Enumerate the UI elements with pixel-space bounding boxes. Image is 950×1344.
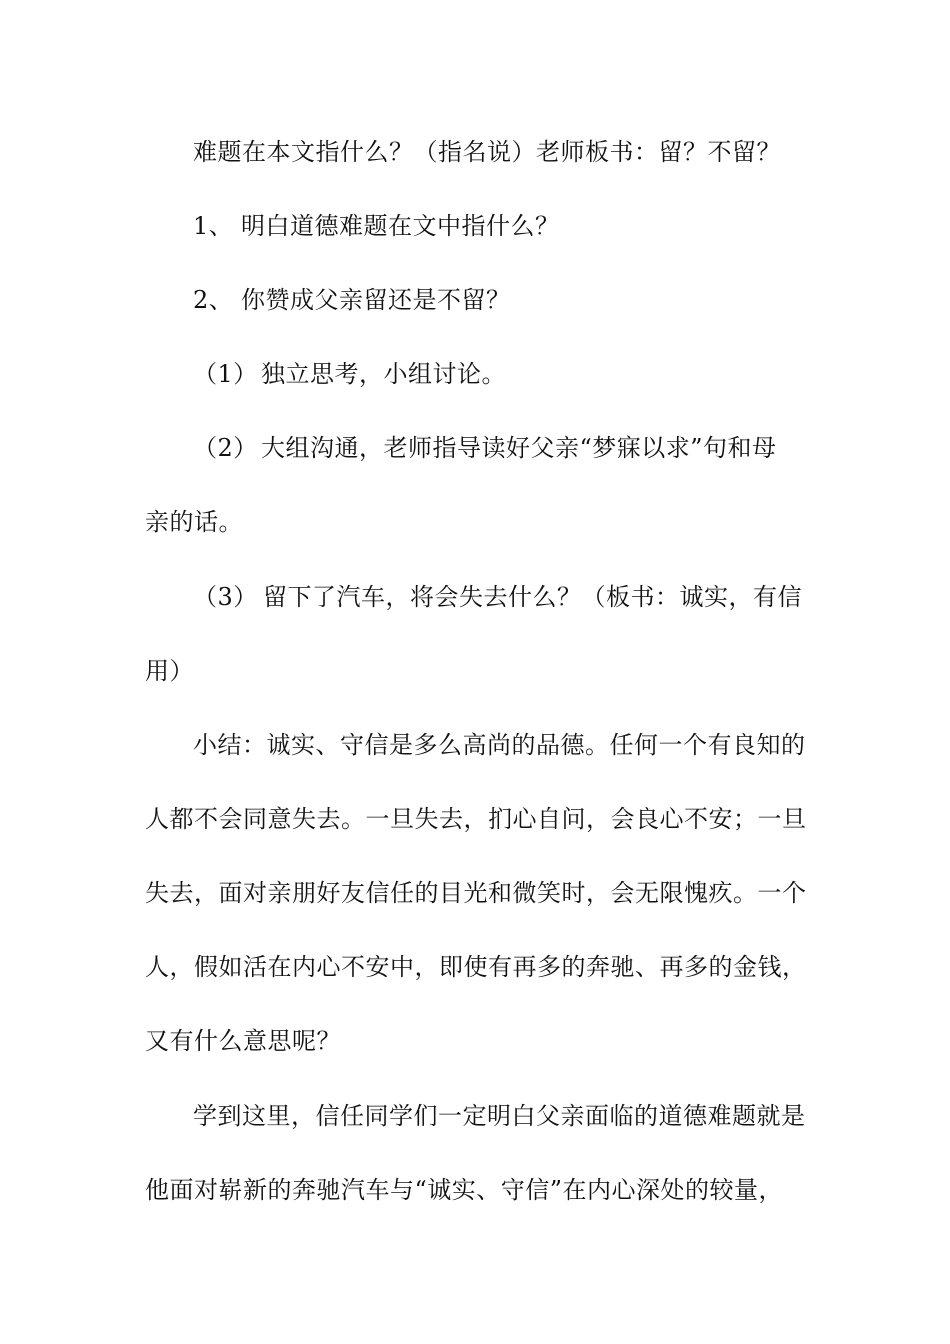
sub-item-text: 独立思考，小组讨论。: [261, 360, 506, 388]
line-text: 小结：诚实、守信是多么高尚的品德。任何一个有良知的: [193, 731, 806, 759]
sub-item-3: [193, 582, 802, 612]
closing-paragraph-line: [145, 1175, 783, 1205]
paragraph-line: [193, 137, 781, 167]
list-item-text: 明白道德难题在文中指什么？: [241, 212, 560, 240]
sub-item-number: （1）: [193, 360, 258, 388]
sub-item-text: 大组沟通，老师指导读好父亲“梦寐以求”句和母: [261, 434, 777, 462]
line-text: 他面对崭新的奔驰汽车与“诚实、守信”在内心深处的较量，: [145, 1176, 784, 1204]
list-number: 2、: [193, 286, 234, 314]
summary-paragraph-line: [145, 804, 807, 834]
line-text: 人都不会同意失去。一旦失去，扪心自问，会良心不安；一旦: [145, 805, 807, 833]
summary-paragraph-line: [145, 878, 807, 908]
paragraph-line: [145, 507, 243, 537]
line-text: 用）: [145, 657, 194, 685]
list-item-2: [193, 285, 511, 315]
list-number: 1、: [193, 212, 234, 240]
line-text: 亲的话。: [145, 508, 243, 536]
line-text: 难题在本文指什么？（指名说）老师板书：留？不留？: [193, 138, 781, 166]
sub-item-text: 留下了汽车，将会失去什么？（板书：诚实，有信: [263, 583, 802, 611]
sub-item-number: （2）: [193, 434, 258, 462]
summary-paragraph-line: [193, 730, 806, 760]
line-text: 人，假如活在内心不安中，即使有再多的奔驰、再多的金钱，: [145, 953, 807, 981]
sub-item-1: [193, 359, 506, 389]
sub-item-2: [193, 433, 777, 463]
line-text: 又有什么意思呢？: [145, 1027, 341, 1055]
list-item-1: [193, 211, 560, 241]
sub-item-number: （3）: [193, 583, 258, 611]
summary-paragraph-line: [145, 1026, 341, 1056]
list-item-text: 你赞成父亲留还是不留？: [241, 286, 511, 314]
summary-paragraph-line: [145, 952, 807, 982]
line-text: 学到这里，信任同学们一定明白父亲面临的道德难题就是: [193, 1102, 806, 1130]
paragraph-line: [145, 656, 194, 686]
line-text: 失去，面对亲朋好友信任的目光和微笑时，会无限愧疚。一个: [145, 879, 807, 907]
closing-paragraph-line: [193, 1101, 806, 1131]
